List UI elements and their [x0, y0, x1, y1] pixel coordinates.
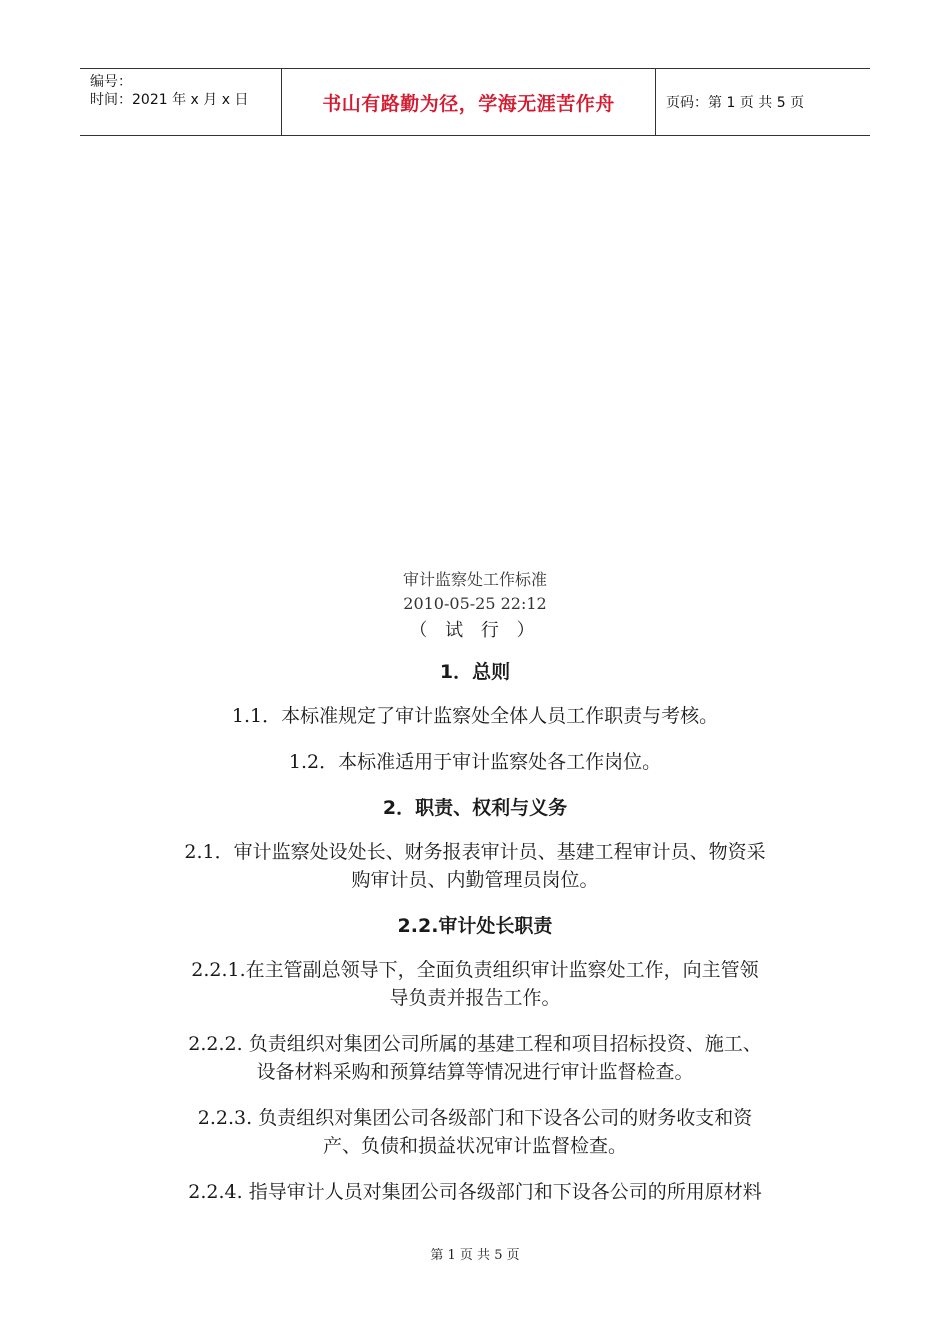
paragraph-1-1: 1.1．本标准规定了审计监察处全体人员工作职责与考核。: [231, 705, 719, 727]
paragraph-2-2-1: [140, 956, 810, 1012]
section-heading-duties: 2．职责、权利与义务: [382, 797, 568, 819]
paragraph-2-2-3-line-2: 产、负债和损益状况审计监督检查。: [322, 1135, 627, 1157]
paragraph-2-2-1-line-1: 2.2.1.在主管副总领导下，全面负责组织审计监察处工作，向主管领: [191, 959, 759, 981]
paragraph-2-1: [140, 838, 810, 894]
paragraph-2-1-line-2: 购审计员、内勤管理员岗位。: [351, 869, 599, 891]
trial-label: （ 试 行 ）: [409, 620, 541, 641]
section-heading-director-duties: 2.2.审计处长职责: [397, 915, 553, 937]
header-motto: 书山有路勤为径，学海无涯苦作舟: [282, 69, 656, 135]
document-title: 审计监察处工作标准: [402, 570, 547, 589]
page-footer: 第 1 页 共 5 页: [430, 1248, 520, 1263]
paragraph-2-2-3: [140, 1104, 810, 1160]
paragraph-2-2-4: [140, 1178, 810, 1206]
header-page-info: 页码：第 1 页 共 5 页: [666, 95, 805, 111]
paragraph-2-2-1-line-2: 导负责并报告工作。: [389, 987, 561, 1009]
document-datetime: 2010-05-25 22:12: [403, 594, 547, 613]
header-meta: [80, 69, 282, 135]
paragraph-2-2-2-line-2: 设备材料采购和预算结算等情况进行审计监督检查。: [256, 1061, 694, 1083]
paragraph-2-2-4-line-1: 2.2.4. 指导审计人员对集团公司各级部门和下设各公司的所用原材料: [188, 1181, 762, 1203]
paragraph-2-2-2: [140, 1030, 810, 1086]
paragraph-1-2: 1.2．本标准适用于审计监察处各工作岗位。: [288, 751, 662, 773]
paragraph-2-2-2-line-1: 2.2.2. 负责组织对集团公司所属的基建工程和项目招标投资、施工、: [188, 1033, 762, 1055]
time-label: 时间：2021 年 x 月 x 日: [90, 92, 249, 108]
page-header: [80, 68, 870, 136]
number-label: 编号：: [90, 74, 132, 90]
document-body: [140, 568, 810, 1224]
section-heading-general: 1．总则: [439, 661, 511, 683]
paragraph-2-2-3-line-1: 2.2.3. 负责组织对集团公司各级部门和下设各公司的财务收支和资: [197, 1107, 753, 1129]
paragraph-2-1-line-1: 2.1．审计监察处设处长、财务报表审计员、基建工程审计员、物资采: [184, 841, 766, 863]
